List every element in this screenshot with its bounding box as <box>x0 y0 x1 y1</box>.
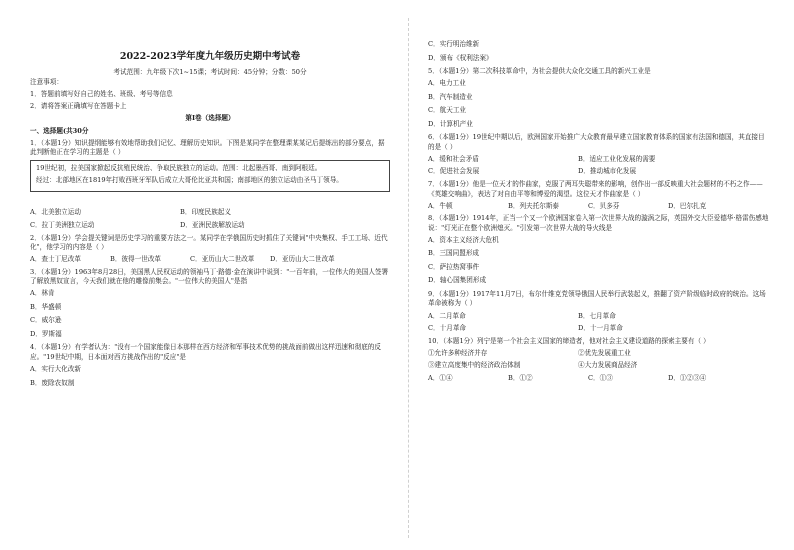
option[interactable]: A．查士丁尼改革 <box>30 255 81 264</box>
question-stem: 6．（本题1分）19世纪中期以后，欧洲国家开始推广大众教育最早建立国家教育体系的国家有法国和德国，其直接目的是（ ） <box>428 133 765 151</box>
option-row <box>30 221 390 231</box>
option[interactable]: D．计算机产业 <box>428 119 473 128</box>
option[interactable]: C．萨拉热窝事件 <box>428 262 480 271</box>
option[interactable]: B．七月革命 <box>578 311 616 320</box>
option[interactable]: A．牛顿 <box>428 201 453 210</box>
statement-item: ④大力发展商品经济 <box>578 361 638 370</box>
option[interactable]: A．资本主义经济大危机 <box>428 235 499 244</box>
right-column <box>428 40 770 386</box>
option-row <box>428 155 770 165</box>
option[interactable]: B．三国同盟形成 <box>428 249 480 258</box>
option-row <box>428 167 770 177</box>
option[interactable]: C．亚历山大二世改革 <box>190 255 255 264</box>
statement-item: ②优先发展重工业 <box>578 348 631 357</box>
option[interactable]: A．缓和社会矛盾 <box>428 154 479 163</box>
question-stem: 9．（本题1分）1917年11月7日，布尔什维克党领导俄国人民举行武装起义，推翻了资产阶级临时政府的统治。这场革命被称为（ ） <box>428 289 766 308</box>
option[interactable]: C．航天工业 <box>428 106 467 115</box>
notes-header: 注意事项： <box>30 77 63 86</box>
option[interactable]: B．废除农奴制 <box>30 378 75 387</box>
question-stem: 5．（本题1分）第二次科技革命中，为社会提供大众化交通工具的新兴工业是 <box>428 67 651 76</box>
option[interactable]: D．推动城市化发展 <box>578 167 637 176</box>
question-stem: 7．（本题1分）他是一位天才的作曲家，克服了两耳失聪带来的影响，创作出一部反映重大社会题材的不朽之作——《英雄交响曲》，表达了对自由平等和博爱的渴望。这位天才作曲家是（ ） <box>428 180 763 198</box>
option-row <box>428 324 770 334</box>
option[interactable]: A．实行大化改新 <box>30 365 81 374</box>
option[interactable]: D．①②③④ <box>668 373 707 382</box>
option[interactable]: D．颁布《权利法案》 <box>428 53 493 62</box>
option[interactable]: D．亚洲民族解放运动 <box>180 221 245 230</box>
box-line: 经过：北部地区在1819年打败西班牙军队后成立大哥伦比亚共和国；南部地区的独立运动由圣马丁领导。 <box>36 176 343 185</box>
option[interactable]: C．拉丁美洲独立运动 <box>30 221 95 230</box>
left-column <box>30 40 390 392</box>
option[interactable]: D．轴心国集团形成 <box>428 276 487 285</box>
option-row <box>428 312 770 322</box>
option-row <box>428 202 770 212</box>
knowledge-box <box>30 160 390 192</box>
statement-item: ③建立高度集中的经济政治体制 <box>428 361 521 370</box>
option[interactable]: D．亚历山大二世改革 <box>270 255 335 264</box>
option-row <box>428 374 770 384</box>
exam-info: 考试范围：九年级下次1~15课；考试时间：45分钟；分数：50分 <box>113 68 307 76</box>
option[interactable]: B．印度民族起义 <box>180 208 232 217</box>
part-title: 第I卷（选择题） <box>185 114 235 123</box>
option[interactable]: C．①③ <box>588 373 613 382</box>
option[interactable]: D．十一月革命 <box>578 324 623 333</box>
option[interactable]: A．二月革命 <box>428 311 466 320</box>
option[interactable]: B．适应工业化发展的需要 <box>578 154 656 163</box>
option-row <box>30 208 390 218</box>
option[interactable]: A．①④ <box>428 373 453 382</box>
note-item: 1．答题前填写好自己的姓名、班级、考号等信息 <box>30 89 173 98</box>
option[interactable]: A．电力工业 <box>428 79 466 88</box>
option[interactable]: B．列夫托尔斯泰 <box>508 201 560 210</box>
question-stem: 4．（本题1分）有学者认为："没有一个国家能像日本那样在西方经济和军事技术优势的挑战面前做出这样迅速和彻底的反应。"19世纪中期，日本面对西方挑战作出的"反应"是 <box>30 343 381 362</box>
option[interactable]: B．华盛顿 <box>30 302 62 311</box>
option[interactable]: B．彼得一世改革 <box>110 255 162 264</box>
option[interactable]: C．十月革命 <box>428 324 467 333</box>
section-title: 一、选择题(共30分 <box>30 126 89 135</box>
option[interactable]: B．汽车制造业 <box>428 92 473 101</box>
question-stem: 8．（本题1分）1914年，正当一个又一个欧洲国家卷入第一次世界大战的漩涡之际，英国外交大臣爱德华·格雷伤感地说："灯光正在整个欧洲熄灭。"引发第一次世界大战的导火线是 <box>428 214 769 232</box>
option-row <box>30 255 390 265</box>
question-stem: 2．（本题1分）学会提关键词是历史学习的重要方法之一。某同学在学俄国历史时抓住了关键词"中央集权、手工工场、近代化"，他学习的内容是（ ） <box>30 233 388 252</box>
option-row <box>428 349 770 359</box>
option[interactable]: D．罗斯福 <box>30 329 62 338</box>
option[interactable]: C．实行明治维新 <box>428 40 480 48</box>
question-stem: 3．（本题1分）1963年8月28日，美国黑人民权运动的领袖马丁·路德·金在演讲中说到："一百年前，一位伟大的美国人签署了解放黑奴宣言，今天我们就在他的雕像前集会。"一位伟大的美国人"是指 <box>30 267 389 286</box>
option[interactable]: A．林肯 <box>30 289 55 298</box>
option[interactable]: A．北美独立运动 <box>30 208 81 217</box>
column-divider <box>408 18 409 538</box>
option-row <box>428 361 770 371</box>
question-stem: 10．（本题1分）列宁是第一个社会主义国家的缔造者，他对社会主义建设道路的探索主要有（ ） <box>428 336 710 345</box>
option[interactable]: B．①② <box>508 373 533 382</box>
statement-item: ①允许多种经济并存 <box>428 348 488 357</box>
exam-title: 2022-2023学年度九年级历史期中考试卷 <box>119 51 301 62</box>
question-stem: 1．（本题1分）知识提纲能够有效地帮助我们记忆、理解历史知识。下图是某同学在整理课某某记后提练出的部分要点，据此判断他正在学习的主题是（ ） <box>30 138 385 157</box>
option[interactable]: C．威尔逊 <box>30 316 62 325</box>
option[interactable]: C．促进社会发展 <box>428 167 480 176</box>
box-line: 19世纪初，拉美国家掀起反抗殖民统治、争取民族独立的运动。范围：北起墨西哥、南到阿根廷。 <box>36 164 322 173</box>
option[interactable]: C．贝多芬 <box>588 201 620 210</box>
option[interactable]: D．巴尔扎克 <box>668 201 707 210</box>
note-item: 2．请将答案正确填写在答题卡上 <box>30 101 127 110</box>
